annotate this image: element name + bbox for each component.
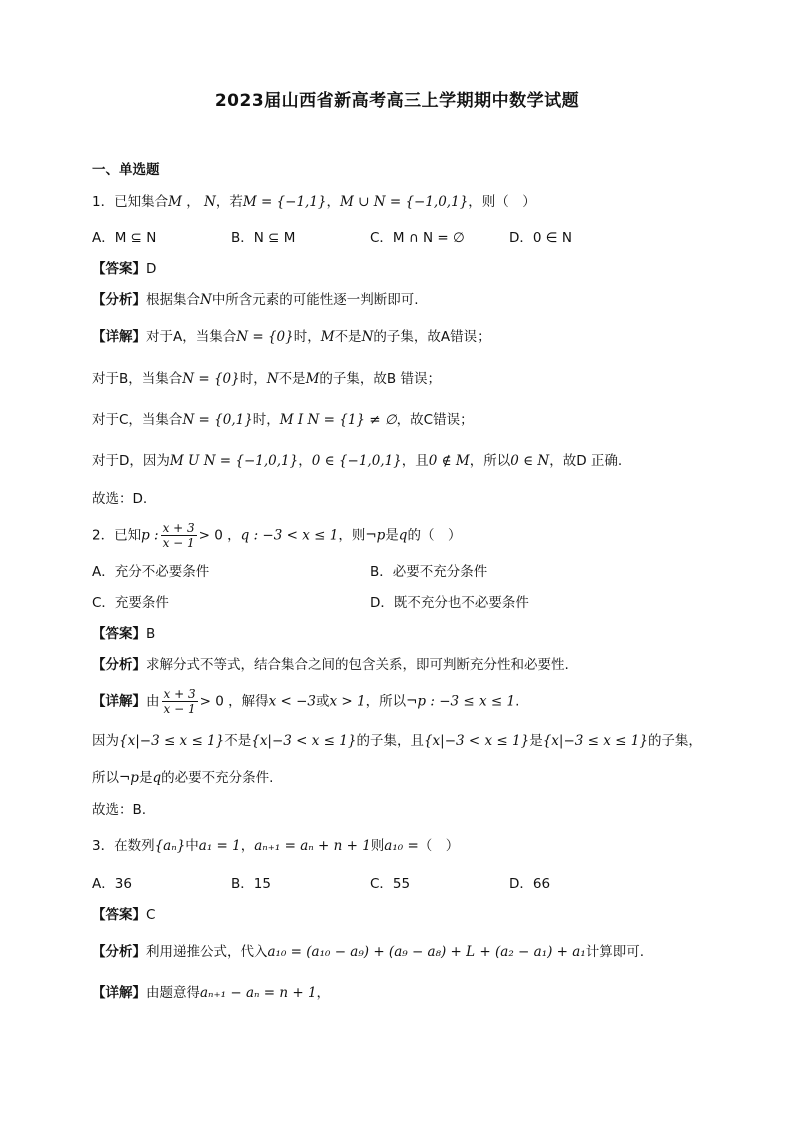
- q2-answer-value: B: [146, 626, 156, 642]
- q2-option-d: D．既不充分也不必要条件: [370, 595, 529, 611]
- q1-d2-text-a: 对于B，当集合: [92, 371, 183, 387]
- detail-tag: 【详解】: [92, 693, 146, 710]
- q2-detail-line-2: [92, 731, 702, 751]
- q3-stem: [92, 836, 459, 856]
- q1-d1-m: M: [320, 329, 335, 345]
- q1-d3-text-a: 对于C，当集合: [92, 412, 183, 428]
- q2-detail-fraction: [162, 687, 198, 716]
- q1-stem-text-d: ，则（ ）: [468, 194, 536, 210]
- q3-analysis: [92, 942, 644, 962]
- analysis-tag: 【分析】: [92, 292, 146, 308]
- analysis-tag: 【分析】: [92, 944, 146, 960]
- q1-d4-expression-2: 0 ∈ {−1,0,1}: [311, 453, 402, 469]
- q2-analysis-text: 求解分式不等式，结合集合之间的包含关系，即可判断充分性和必要性.: [146, 657, 569, 673]
- q2-d2-text-b: 不是: [224, 733, 252, 749]
- q2-stem-text-d: 是: [385, 527, 399, 544]
- q3-option-d: D．66: [509, 876, 551, 892]
- q1-d1-text-d: 的子集，故A错误；: [373, 329, 491, 345]
- q2-fraction-numerator: x + 3: [162, 521, 195, 535]
- q1-stem-text-c: ，: [326, 194, 341, 210]
- q1-answer-value: D: [146, 261, 157, 277]
- q2-d1-expression-1: x < −3: [268, 693, 316, 710]
- analysis-tag: 【分析】: [92, 657, 146, 673]
- q2-q-expression: q : −3 < x ≤ 1: [240, 527, 339, 544]
- q2-d2-text-e: 的子集，: [647, 733, 702, 749]
- q2-d2-set-4: {x|−3 ≤ x ≤ 1}: [542, 733, 648, 749]
- q1-stem: 1．已知集合M ， N，若M = {−1,1}，M ∪ N = {−1,0,1}，则（ ）: [92, 194, 536, 210]
- q1-option-b: B．N ⊆ M: [231, 230, 296, 246]
- q3-sequence: {aₙ}: [154, 838, 186, 854]
- q2-d2-set-3: {x|−3 < x ≤ 1}: [423, 733, 530, 749]
- q1-d4-expression-4: 0 ∈ N: [510, 453, 550, 469]
- answer-tag: 【答案】: [92, 626, 146, 642]
- q1-stem-text-b: ，若: [215, 194, 243, 210]
- q2-d2-text-a: 因为: [92, 733, 119, 749]
- q3-stem-text-c: ，: [240, 838, 255, 854]
- q3-detail-line-1: [92, 983, 330, 1003]
- q1-d2-n: N: [266, 371, 279, 387]
- q1-d1-n: N: [361, 329, 374, 345]
- q3-recurrence: aₙ₊₁ = aₙ + n + 1: [254, 838, 371, 854]
- q1-d4-text-c: ，所以: [469, 453, 511, 469]
- q3-analysis-text-b: 计算即可.: [585, 944, 645, 960]
- q2-stem-text-b: > 0 ，: [198, 527, 241, 544]
- q2-d2-text-c: 的子集，且: [356, 733, 424, 749]
- q3-stem-text-e: （ ）: [418, 838, 460, 854]
- q3-answer: [92, 905, 155, 925]
- q2-d1-or: 或: [316, 693, 330, 710]
- q3-a1: a₁ = 1: [198, 838, 241, 854]
- q3-answer-value: C: [146, 907, 156, 923]
- q1-d1-text-c: 不是: [334, 329, 362, 345]
- q2-d1-text-b: > 0 ，解得: [199, 693, 269, 710]
- q3-stem-text-d: 则: [370, 838, 385, 854]
- q1-d2-text-c: 不是: [278, 371, 306, 387]
- q2-fraction: [161, 521, 197, 550]
- q1-option-a: A．M ⊆ N: [92, 230, 157, 246]
- q1-set-n: N: [204, 194, 216, 210]
- q2-detail-fraction-numerator: x + 3: [163, 687, 196, 701]
- q2-detail-line-3: [92, 768, 273, 788]
- q2-stem-text-a: 2．已知: [92, 527, 142, 544]
- q1-d2-text-b: 时，: [239, 371, 267, 387]
- q2-d1-expression-2: x > 1: [329, 693, 366, 710]
- q2-fraction-denominator: x − 1: [162, 536, 195, 550]
- q2-answer: [92, 624, 155, 644]
- q1-answer: [92, 259, 156, 279]
- q1-d2-m: M: [305, 371, 320, 387]
- q2-d1-text-d: .: [515, 693, 520, 710]
- q1-d4-separator: ，: [298, 453, 312, 469]
- q1-detail-line-2: [92, 369, 441, 389]
- q1-analysis-text-a: 根据集合: [146, 292, 200, 308]
- q2-choose: 故选：B.: [92, 802, 147, 818]
- q1-d1-text-a: 对于A，当集合: [146, 329, 237, 345]
- q3-stem-text-b: 中: [185, 838, 199, 854]
- answer-tag: 【答案】: [92, 261, 146, 277]
- q2-option-a: A．充分不必要条件: [92, 564, 210, 580]
- q2-option-c: C．充要条件: [92, 595, 169, 611]
- q2-d3-text-a: 所以: [92, 770, 119, 786]
- q2-stem-text-e: 的（ ）: [407, 527, 462, 544]
- q1-d4-text-d: ，故D 正确.: [549, 453, 623, 469]
- q2-stem: [92, 521, 461, 550]
- q3-analysis-text-a: 利用递推公式，代入: [146, 944, 268, 960]
- q1-d3-text-c: ，故C错误；: [396, 412, 474, 428]
- q1-d4-text-a: 对于D，因为: [92, 453, 170, 469]
- q3-d1-text-b: ，: [316, 985, 331, 1001]
- q1-d1-text-b: 时，: [293, 329, 321, 345]
- q1-m-definition: M = {−1,1}: [242, 194, 327, 210]
- q2-d1-expression-3: ¬p : −3 ≤ x ≤ 1: [406, 693, 516, 710]
- q1-d3-expression: M I N = {1} ≠ ∅: [279, 412, 397, 428]
- q2-d1-text-c: ，所以: [365, 693, 407, 710]
- page-title: 2023届山西省新高考高三上学期期中数学试题: [214, 91, 580, 111]
- q2-detail-fraction-denominator: x − 1: [163, 702, 196, 716]
- q3-option-a: A．36: [92, 876, 132, 892]
- q1-analysis: [92, 290, 419, 310]
- q3-analysis-expression: a₁₀ = (a₁₀ − a₉) + (a₉ − a₈) + L + (a₂ − a₁) + a₁: [267, 944, 586, 960]
- q2-d3-not-p: ¬p: [119, 770, 139, 786]
- q2-d2-text-d: 是: [529, 733, 543, 749]
- section-heading: 一、单选题: [92, 162, 160, 178]
- q1-d1-set: N = {0}: [236, 329, 294, 345]
- q2-detail-line-1: [92, 687, 519, 716]
- q3-a10: a₁₀ =: [384, 838, 419, 854]
- q2-not-p: ¬p: [365, 527, 386, 544]
- q2-option-b: B．必要不充分条件: [370, 564, 488, 580]
- q1-analysis-set-n: N: [200, 292, 212, 308]
- q1-option-d: D．0 ∈ N: [509, 230, 572, 246]
- q1-detail-line-3: [92, 410, 474, 430]
- q1-detail-line-4: [92, 451, 622, 471]
- detail-tag: 【详解】: [92, 985, 146, 1001]
- q3-stem-text-a: 3．在数列: [92, 838, 155, 854]
- q2-d2-set-1: {x|−3 ≤ x ≤ 1}: [119, 733, 225, 749]
- q2-p-label: p :: [141, 527, 159, 544]
- q3-option-b: B．15: [231, 876, 271, 892]
- q1-choose: 故选：D.: [92, 491, 148, 507]
- q2-d3-q: q: [152, 770, 162, 786]
- q1-d4-expression-3: 0 ∉ M: [428, 453, 470, 469]
- q3-d1-text-a: 由题意得: [146, 985, 200, 1001]
- q1-set-m: M: [168, 194, 182, 210]
- q3-d1-expression: aₙ₊₁ − aₙ = n + 1: [200, 985, 317, 1001]
- q1-d3-set: N = {0,1}: [182, 412, 253, 428]
- q1-analysis-text-b: 中所含元素的可能性逐一判断即可.: [211, 292, 419, 308]
- q1-d2-text-d: 的子集，故B 错误；: [319, 371, 441, 387]
- q1-stem-text-a: 1．已知集合: [92, 194, 169, 210]
- q2-stem-text-c: ，则: [338, 527, 366, 544]
- q1-d4-expression-1: M U N = {−1,0,1}: [169, 453, 299, 469]
- q2-analysis: [92, 655, 569, 675]
- q1-detail-line-1: [92, 327, 491, 347]
- q3-option-c: C．55: [370, 876, 411, 892]
- q1-d4-text-b: ，且: [401, 453, 429, 469]
- q1-union-expression: M ∪ N = {−1,0,1}: [340, 194, 469, 210]
- answer-tag: 【答案】: [92, 907, 146, 923]
- q2-q: q: [398, 527, 408, 544]
- q2-d1-text-a: 由: [146, 693, 160, 710]
- q1-d2-set: N = {0}: [182, 371, 240, 387]
- q2-d3-text-b: 是: [138, 770, 153, 786]
- q1-d3-text-b: 时，: [252, 412, 280, 428]
- detail-tag: 【详解】: [92, 329, 146, 345]
- q2-d3-text-c: 的必要不充分条件.: [161, 770, 274, 786]
- q1-option-c: C．M ∩ N = ∅: [370, 230, 465, 246]
- q2-d2-set-2: {x|−3 < x ≤ 1}: [251, 733, 357, 749]
